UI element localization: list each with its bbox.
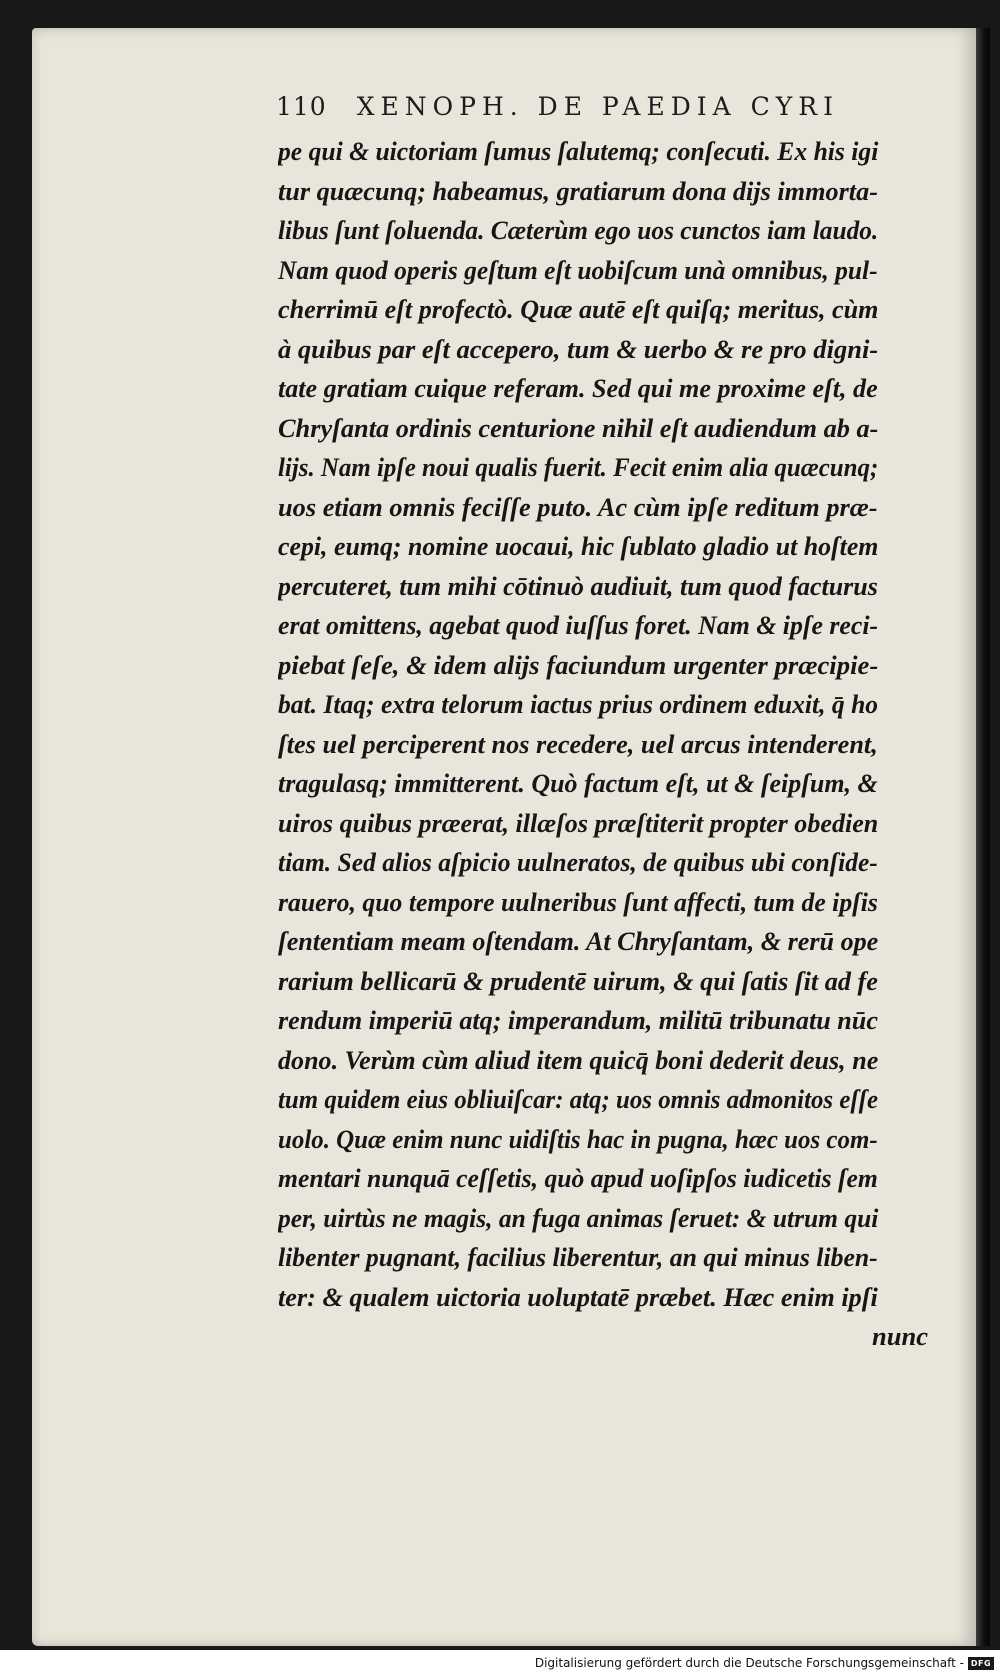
text-line: uolo. Quæ enim nunc uidiſtis hac in pugna, hæc uos com-	[278, 1123, 878, 1154]
text-line: tiam. Sed alios aſpicio uulneratos, de quibus ubi conſide-	[278, 847, 878, 877]
page-edge	[976, 28, 990, 1646]
text-line: à quibus par eſt accepero, tum & uerbo & re pro digni-	[278, 333, 879, 364]
text-line: ter: & qualem uictoria uoluptatē præbet. Hæc enim ipſi	[278, 1281, 878, 1312]
running-header	[276, 92, 926, 132]
page-number: 110	[276, 92, 327, 121]
text-line: rarium bellicarū & prudentē uirum, & qui ſatis ſit ad fe	[278, 965, 878, 996]
text-line: dono. Verùm cùm aliud item quicq̄ boni dederit deus, ne	[278, 1044, 879, 1075]
text-line: libenter pugnant, facilius liberentur, an qui minus liben-	[278, 1242, 878, 1272]
text-line: ſententiam meam oſtendam. At Chryſantam, & rerū ope	[278, 926, 879, 956]
funding-notice: Digitalisierung gefördert durch die Deutsche Forschungsgemeinschaft -	[534, 1656, 964, 1670]
text-line: pe qui & uictoriam ſumus ſalutemq; conſecuti. Ex his igi	[278, 136, 879, 166]
digitization-footer	[0, 1650, 1000, 1677]
text-line: ſtes uel perciperent nos recedere, uel arcus intenderent,	[278, 728, 878, 759]
text-line: per, uirtùs ne magis, an fuga animas ſeruet: & utrum qui	[278, 1202, 879, 1233]
text-line: uos etiam omnis feciſſe puto. Ac cùm ipſe reditum præ-	[278, 491, 878, 522]
text-line: cepi, eumq; nomine uocaui, hic ſublato gladio ut hoſtem	[278, 531, 879, 561]
running-title: XENOPH. DE PAEDIA CYRI	[356, 92, 839, 121]
text-line: piebat ſeſe, & idem alijs faciundum urgenter præcipie-	[278, 649, 879, 680]
text-line: bat. Itaq; extra telorum iactus prius ordinem eduxit, q̄ ho	[278, 689, 879, 719]
text-line: tur quæcunq; habeamus, gratiarum dona dijs immorta-	[278, 175, 878, 206]
text-line: rendum imperiū atq; imperandum, militū tribunatu nūc	[278, 1005, 878, 1035]
text-line: mentari nunquā ceſſetis, quò apud uoſipſos iudicetis ſem	[278, 1163, 878, 1193]
text-line: libus ſunt ſoluenda. Cæterùm ego uos cunctos iam laudo.	[278, 215, 879, 245]
text-line: Chryſanta ordinis centurione nihil eſt audiendum ab a-	[278, 412, 879, 443]
text-line: lijs. Nam ipſe noui qualis fuerit. Fecit enim alia quæcunq;	[278, 452, 879, 482]
dfg-logo: DFG	[968, 1657, 994, 1670]
text-line: erat omittens, agebat quod iuſſus foret. Nam & ipſe reci-	[278, 610, 879, 640]
text-line: percuteret, tum mihi cōtinuò audiuit, tum quod facturus	[278, 570, 878, 601]
text-line: tum quidem eius obliuiſcar: atq; uos omnis admonitos eſſe	[278, 1084, 878, 1114]
text-line: Nam quod operis geſtum eſt uobiſcum unà omnibus, pul-	[278, 254, 878, 285]
text-line: cherrimū eſt profectò. Quæ autē eſt quiſq; meritus, cùm	[278, 294, 879, 324]
text-line: uiros quibus præerat, illæſos præſtiterit propter obedien	[278, 807, 879, 838]
catchword: nunc	[872, 1321, 928, 1351]
text-line: rauero, quo tempore uulneribus ſunt affecti, tum de ipſis	[278, 886, 878, 917]
text-line: tragulasq; immitterent. Quò factum eſt, ut & ſeipſum, &	[278, 768, 878, 798]
page-body-text	[278, 132, 938, 1357]
text-line: tate gratiam cuique referam. Sed qui me proxime eſt, de	[278, 373, 878, 403]
